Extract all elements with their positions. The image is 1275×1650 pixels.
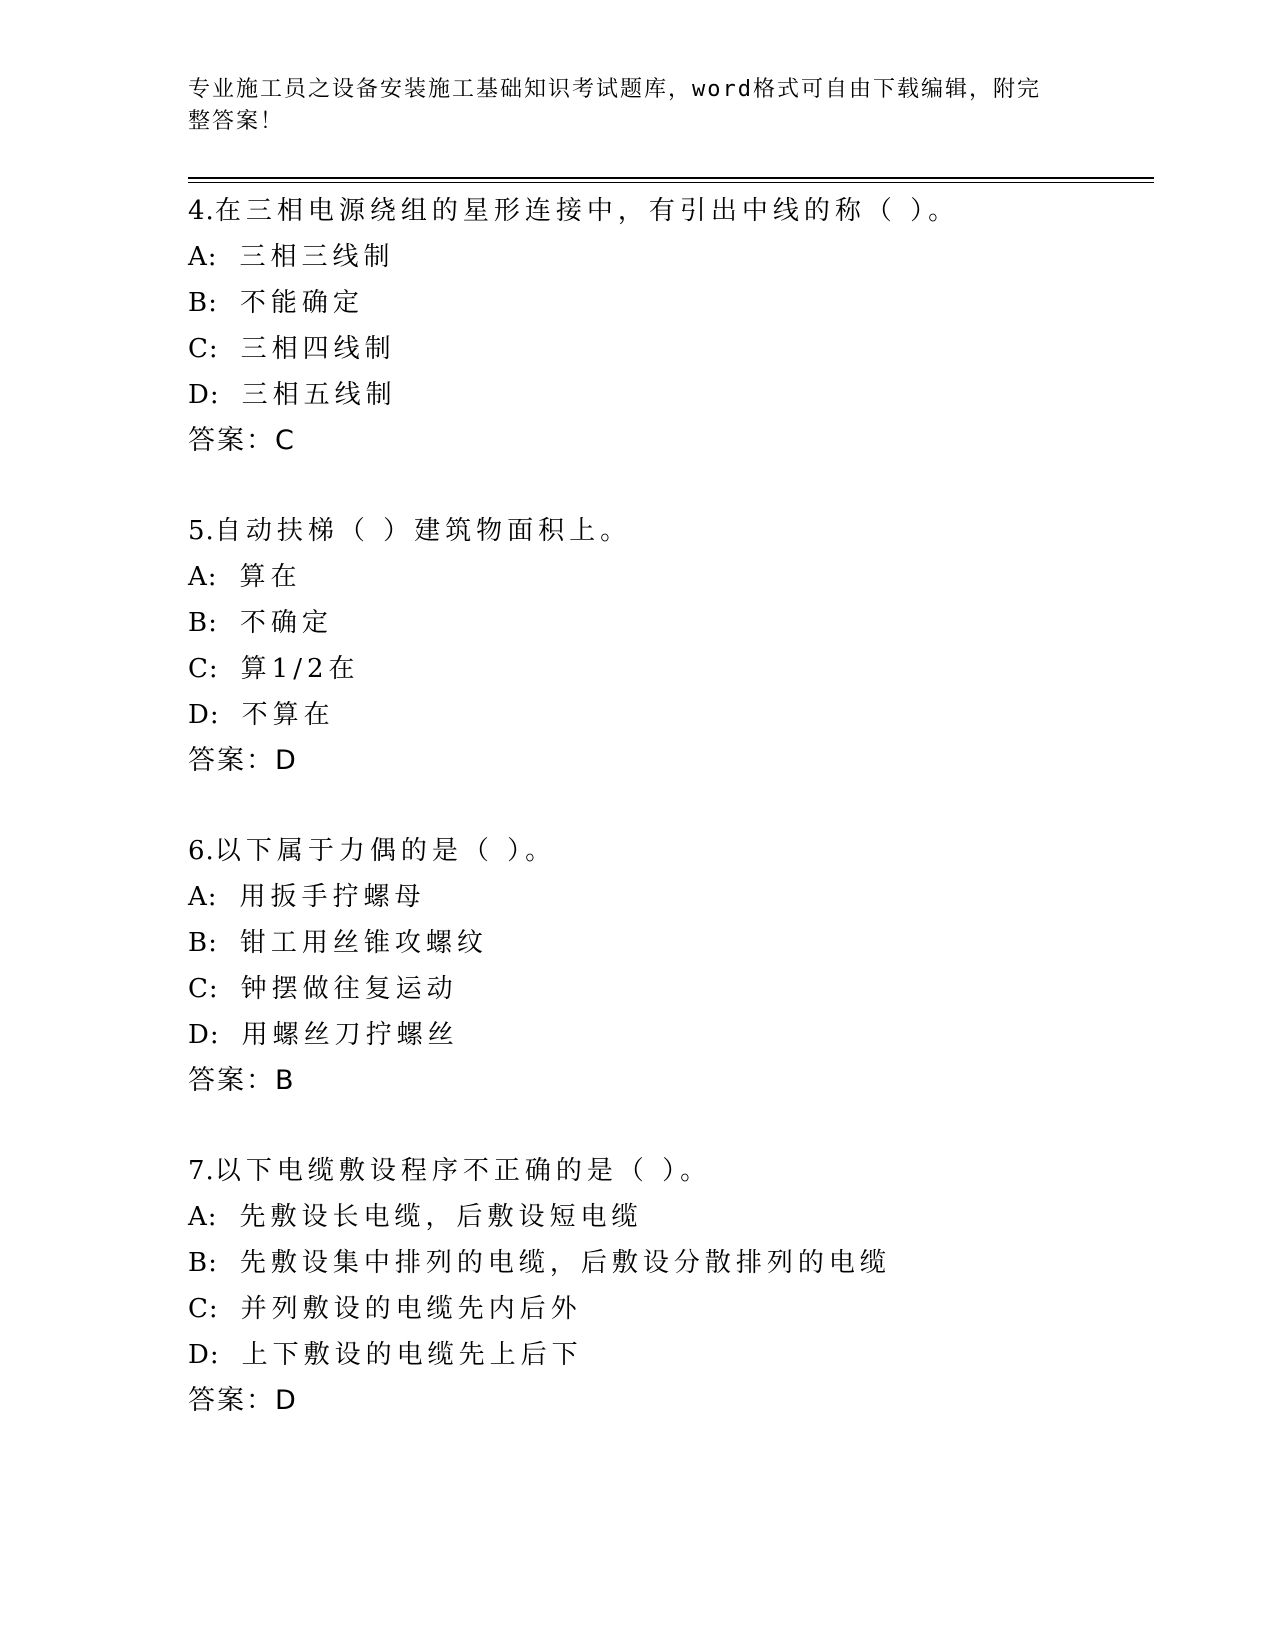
answer-value: D [275, 745, 296, 776]
option-letter: A: [188, 1202, 218, 1232]
option-text: 不算在 [241, 700, 335, 730]
option-letter: D: [188, 1020, 220, 1050]
question-stem: 以下属于力偶的是（ ）。 [214, 836, 557, 866]
question-stem: 在三相电源绕组的星形连接中，有引出中线的称（ ）。 [214, 196, 960, 226]
header-line-2: 整答案！ [188, 109, 285, 134]
answer-label: 答案： [188, 425, 275, 456]
question-text [188, 508, 1148, 554]
answer-label: 答案： [188, 1385, 275, 1416]
header-divider-top [188, 177, 1154, 179]
option-a [188, 1194, 1148, 1240]
question-4 [188, 188, 1148, 464]
option-c [188, 326, 1148, 372]
question-number: 5. [188, 516, 215, 546]
option-text: 钟摆做往复运动 [240, 974, 458, 1004]
answer-value: C [275, 425, 294, 456]
option-text: 并列敷设的电缆先内后外 [240, 1294, 582, 1324]
option-letter: C: [188, 654, 219, 684]
option-letter: D: [188, 1340, 220, 1370]
question-text [188, 828, 1148, 874]
option-letter: A: [188, 562, 218, 592]
option-text: 先敷设长电缆，后敷设短电缆 [239, 1202, 643, 1232]
option-text: 算在 [239, 562, 302, 592]
option-text: 不确定 [239, 608, 333, 638]
option-a [188, 874, 1148, 920]
answer-line [188, 738, 1148, 784]
question-text [188, 1148, 1148, 1194]
option-d [188, 692, 1148, 738]
option-a [188, 554, 1148, 600]
question-7 [188, 1148, 1148, 1424]
answer-line [188, 1058, 1148, 1104]
option-letter: A: [188, 242, 218, 272]
option-letter: A: [188, 882, 218, 912]
question-number: 6. [188, 836, 215, 866]
document-header [188, 74, 1068, 138]
option-text: 三相五线制 [241, 380, 397, 410]
option-text: 上下敷设的电缆先上后下 [241, 1340, 583, 1370]
option-letter: B: [188, 288, 218, 318]
option-letter: C: [188, 1294, 219, 1324]
option-d [188, 372, 1148, 418]
option-letter: B: [188, 1248, 218, 1278]
option-c [188, 966, 1148, 1012]
answer-value: B [275, 1065, 294, 1096]
option-b [188, 600, 1148, 646]
question-stem: 自动扶梯（ ）建筑物面积上。 [214, 516, 632, 546]
question-stem: 以下电缆敷设程序不正确的是（ ）。 [214, 1156, 712, 1186]
option-text: 三相三线制 [239, 242, 395, 272]
option-a [188, 234, 1148, 280]
question-list [188, 188, 1148, 1468]
option-d [188, 1012, 1148, 1058]
option-c [188, 1286, 1148, 1332]
answer-label: 答案： [188, 745, 275, 776]
header-divider-bottom [188, 182, 1154, 183]
answer-label: 答案： [188, 1065, 275, 1096]
header-line-1: 专业施工员之设备安装施工基础知识考试题库，word格式可自由下载编辑，附完 [188, 77, 1041, 102]
option-text: 三相四线制 [240, 334, 396, 364]
option-b [188, 1240, 1148, 1286]
option-letter: D: [188, 380, 220, 410]
option-letter: C: [188, 334, 219, 364]
option-text: 用扳手拧螺母 [239, 882, 426, 912]
answer-line [188, 418, 1148, 464]
answer-line [188, 1378, 1148, 1424]
option-c [188, 646, 1148, 692]
option-d [188, 1332, 1148, 1378]
option-text: 不能确定 [239, 288, 364, 318]
option-text: 用螺丝刀拧螺丝 [241, 1020, 459, 1050]
question-number: 4. [188, 196, 215, 226]
answer-value: D [275, 1385, 296, 1416]
option-letter: B: [188, 928, 218, 958]
option-text: 钳工用丝锥攻螺纹 [239, 928, 488, 958]
option-text: 算1/2在 [240, 654, 360, 684]
option-b [188, 280, 1148, 326]
question-5 [188, 508, 1148, 784]
option-letter: D: [188, 700, 220, 730]
option-letter: B: [188, 608, 218, 638]
option-b [188, 920, 1148, 966]
question-text [188, 188, 1148, 234]
question-number: 7. [188, 1156, 215, 1186]
question-6 [188, 828, 1148, 1104]
option-letter: C: [188, 974, 219, 1004]
option-text: 先敷设集中排列的电缆，后敷设分散排列的电缆 [239, 1248, 891, 1278]
